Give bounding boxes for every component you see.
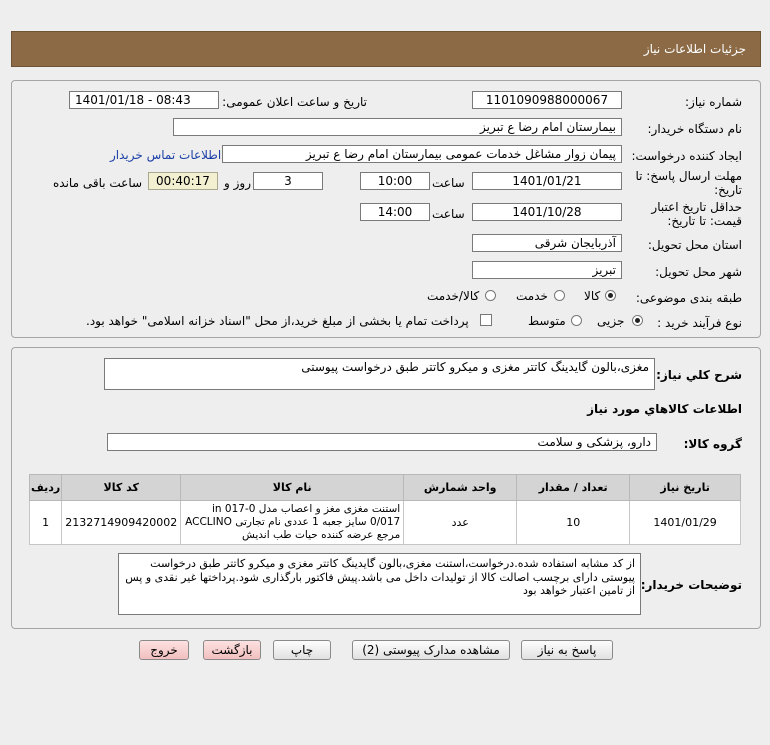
cell-code: 2132714909420002 xyxy=(62,501,181,545)
treasury-payment-checkbox[interactable] xyxy=(480,314,492,326)
buyer-org-field: بیمارستان امام رضا ع تبریز xyxy=(173,118,622,136)
purchase-radio-medium[interactable] xyxy=(571,315,582,326)
category-radio-service[interactable] xyxy=(554,290,565,301)
back-button[interactable]: بازگشت xyxy=(203,640,261,660)
requester-field: پیمان زوار مشاغل خدمات عمومی بیمارستان امام رضا ع تبریز xyxy=(222,145,622,163)
print-button[interactable]: چاپ xyxy=(273,640,331,660)
purchase-option-medium: متوسط xyxy=(528,314,566,328)
treasury-payment-note: پرداخت تمام یا بخشی از مبلغ خرید،از محل "اسناد خزانه اسلامی" خواهد بود. xyxy=(86,314,469,328)
col-unit: واحد شمارش xyxy=(404,475,517,501)
announce-field: 1401/01/18 - 08:43 xyxy=(69,91,219,109)
need-number-field: 1101090988000067 xyxy=(472,91,622,109)
category-option-goods: کالا xyxy=(584,289,601,303)
col-qty: تعداد / مقدار xyxy=(517,475,630,501)
exit-button[interactable]: خروج xyxy=(139,640,189,660)
items-table xyxy=(29,474,741,545)
days-label: روز و xyxy=(224,176,251,190)
announce-label: تاریخ و ساعت اعلان عمومی: xyxy=(222,95,367,109)
deadline-time-field: 10:00 xyxy=(360,172,430,190)
col-date: تاریخ نیاز xyxy=(630,475,741,501)
category-radio-both[interactable] xyxy=(485,290,496,301)
delivery-city-field: تبریز xyxy=(472,261,622,279)
col-row: ردیف xyxy=(30,475,62,501)
col-name: نام کالا xyxy=(181,475,404,501)
validity-label-2: قیمت: تا تاریخ: xyxy=(667,214,742,228)
category-option-service: خدمت xyxy=(516,289,548,303)
deadline-date-field: 1401/01/21 xyxy=(472,172,622,190)
page-title: جزئیات اطلاعات نیاز xyxy=(643,42,746,56)
days-field: 3 xyxy=(253,172,323,190)
remaining-time-field: 00:40:17 xyxy=(148,172,218,190)
reply-button[interactable]: پاسخ به نیاز xyxy=(521,640,613,660)
buyer-notes-label: توضیحات خریدار: xyxy=(640,578,742,592)
delivery-province-field: آذربایجان شرقی xyxy=(472,234,622,252)
category-option-both: کالا/خدمت xyxy=(427,289,480,303)
cell-name: استنت مغزی مغز و اعصاب مدل 0-017 in 0/017 سایز جعبه 1 عددی نام تجارتی ACCLINO مرجع عرضه کننده حیات طب اندیش xyxy=(181,501,404,545)
category-label: طبقه بندی موضوعی: xyxy=(635,291,742,305)
items-table-header xyxy=(30,475,741,501)
buyer-notes-field: از کد مشابه استفاده شده.درخواست،استنت مغزی،بالون گایدینگ کاتتر مغزی و میکرو کاتتر طبق درخواست پیوستی دارای برچسب اصالت کالا از تولیدات داخل می باشد.پیش فاکتور بارگذاری شود.پرداختها غیر نقدی و پس از تامین اعتبار خواهد بود xyxy=(118,553,641,615)
deadline-time-label: ساعت xyxy=(432,176,465,190)
validity-time-field: 14:00 xyxy=(360,203,430,221)
delivery-province-label: استان محل تحویل: xyxy=(647,238,742,252)
goods-section-title: اطلاعات کالاهاي مورد نياز xyxy=(587,402,742,416)
cell-date: 1401/01/29 xyxy=(630,501,741,545)
category-radio-goods[interactable] xyxy=(605,290,616,301)
cell-row: 1 xyxy=(30,501,62,545)
purchase-type-label: نوع فرآیند خرید : xyxy=(657,316,742,330)
cell-unit: عدد xyxy=(404,501,517,545)
buyer-contact-link[interactable]: اطلاعات تماس خریدار xyxy=(110,148,222,162)
validity-time-label: ساعت xyxy=(432,207,465,221)
remaining-label: ساعت باقی مانده xyxy=(53,176,143,190)
cell-qty: 10 xyxy=(517,501,630,545)
goods-group-field: دارو، پزشکی و سلامت xyxy=(107,433,657,451)
deadline-label: مهلت ارسال پاسخ: تا xyxy=(635,169,742,183)
validity-date-field: 1401/10/28 xyxy=(472,203,622,221)
requester-label: ایجاد کننده درخواست: xyxy=(631,149,742,163)
col-code: کد کالا xyxy=(62,475,181,501)
purchase-option-partial: جزیی xyxy=(597,314,625,328)
page-header xyxy=(11,31,761,67)
deadline-label-2: تاریخ: xyxy=(714,183,742,197)
summary-field: مغزی،بالون گایدینگ کاتتر مغزی و میکرو کاتتر طبق درخواست پیوستی xyxy=(104,358,655,390)
delivery-city-label: شهر محل تحویل: xyxy=(655,265,742,279)
buyer-org-label: نام دستگاه خریدار: xyxy=(647,122,742,136)
table-row xyxy=(30,501,741,545)
need-number-label: شماره نیاز: xyxy=(685,95,742,109)
view-attachments-button[interactable]: مشاهده مدارک پیوستی (2) xyxy=(352,640,510,660)
summary-label: شرح کلي نياز: xyxy=(656,368,742,382)
goods-group-label: گروه کالا: xyxy=(683,437,742,451)
purchase-radio-partial[interactable] xyxy=(632,315,643,326)
validity-label: حداقل تاریخ اعتبار xyxy=(651,200,742,214)
